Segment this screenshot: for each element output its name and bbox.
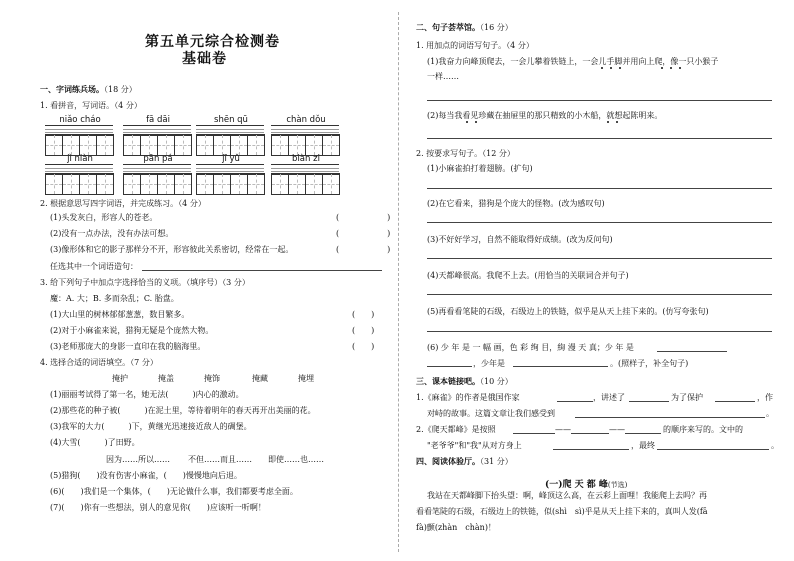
r2-item-3: (3)不好好学习，自然不能取得好成绩。(改为反问句) bbox=[427, 235, 613, 244]
pinyin-text: biàn zi bbox=[292, 154, 320, 164]
emphasis-dot bbox=[610, 67, 612, 69]
c2-part-f: ，最终 bbox=[631, 441, 655, 450]
emphasis-dot bbox=[679, 67, 681, 69]
q4-word-2: 掩盖 bbox=[158, 374, 174, 383]
answer-box[interactable] bbox=[288, 173, 306, 195]
section-1-heading bbox=[40, 84, 137, 95]
answer-box[interactable] bbox=[45, 134, 63, 156]
answer-box[interactable] bbox=[305, 173, 323, 195]
q3-note: （填序号） bbox=[186, 278, 223, 287]
reading-note: (节选) bbox=[607, 481, 628, 489]
answer-box[interactable] bbox=[230, 173, 248, 195]
q2-answer-2[interactable]: ( ) bbox=[336, 229, 391, 238]
answer-line[interactable] bbox=[553, 449, 629, 450]
q4-line-4: (4)大雪( )了田野。 bbox=[50, 438, 140, 447]
answer-box[interactable] bbox=[247, 134, 265, 156]
answer-box[interactable] bbox=[322, 134, 340, 156]
emphasis-dot bbox=[601, 67, 603, 69]
section-4-score: （31 分） bbox=[480, 457, 513, 466]
reading-para-line-1: 我站在天都峰脚下抬头望：啊，峰顶这么高，在云彩上面哩！我能爬上去吗？再 bbox=[427, 491, 707, 500]
q4-score: （7 分） bbox=[130, 358, 158, 367]
q1-label bbox=[40, 100, 142, 111]
r1-label bbox=[416, 40, 534, 51]
section-3-heading bbox=[416, 376, 513, 387]
answer-box[interactable] bbox=[157, 173, 175, 195]
answer-box[interactable] bbox=[174, 173, 192, 195]
reading-title-row bbox=[545, 472, 627, 491]
reading-title: (一)爬 天 都 峰 bbox=[545, 480, 608, 490]
r1-sentence-2: (2)每当我看见珍藏在抽屉里的那只精致的小木船，就想起陈明来。 bbox=[427, 111, 663, 120]
answer-box[interactable] bbox=[322, 173, 340, 195]
emphasis-dot bbox=[670, 67, 672, 69]
answer-line[interactable] bbox=[427, 366, 472, 367]
q4-line-5: (5)猎狗( )没有伤害小麻雀，( )慢慢地向后退。 bbox=[50, 471, 242, 480]
r2-item-6a: (6) 少 年 是 一 幅 画，色 彩 绚 目，絢 漫 天 真；少 年 是 bbox=[427, 343, 634, 352]
q2-item-3: (3)像形体和它的影子那样分不开，形容彼此关系密切，经常在一起。 bbox=[50, 245, 294, 254]
answer-line[interactable] bbox=[575, 417, 765, 418]
exam-title: 第五单元综合检测卷 bbox=[145, 34, 280, 50]
exam-subtitle: 基础卷 bbox=[182, 51, 227, 67]
section-1-score: （18 分） bbox=[104, 85, 137, 94]
answer-box[interactable] bbox=[123, 173, 141, 195]
answer-line[interactable] bbox=[427, 222, 772, 223]
q4-title: 4. 选择合适的词语填空。 bbox=[40, 358, 131, 367]
q3-answer-3[interactable]: ( ) bbox=[352, 342, 375, 351]
q4-connector-3: 即使……也…… bbox=[268, 455, 324, 464]
answer-line[interactable] bbox=[427, 188, 772, 189]
reading-para-line-2: 看看笔陡的石级，石级边上的铁链，似(shì sì)乎是从天上挂下来的，真叫人发(fā bbox=[416, 507, 708, 516]
r1-sentence-1b: 一样…… bbox=[427, 72, 459, 81]
section-2-title: 二、句子荟萃馆。 bbox=[416, 22, 480, 32]
section-1-title: 一、字词练兵场。 bbox=[40, 84, 104, 94]
answer-box[interactable] bbox=[288, 134, 306, 156]
q2-item-1: (1)头发灰白，形容人的苍老。 bbox=[50, 213, 158, 222]
q2-answer-3[interactable]: ( ) bbox=[336, 245, 391, 254]
pinyin-text: niǎo cháo bbox=[59, 115, 101, 125]
answer-box[interactable] bbox=[96, 173, 114, 195]
pinyin-text: chàn dǒu bbox=[286, 115, 326, 125]
answer-line[interactable] bbox=[629, 401, 669, 402]
answer-line[interactable] bbox=[625, 433, 661, 434]
c1-part-a: 1.《麻雀》的作者是俄国作家 bbox=[416, 393, 520, 402]
answer-line[interactable] bbox=[657, 449, 769, 450]
section-4-title: 四、阅读体验厅。 bbox=[416, 456, 480, 466]
r1-score: （4 分） bbox=[506, 41, 534, 50]
q2-score: （4 分） bbox=[178, 199, 206, 208]
q4-connector-1: 因为……所以…… bbox=[106, 455, 170, 464]
answer-box[interactable] bbox=[79, 134, 97, 156]
answer-line[interactable] bbox=[427, 331, 772, 332]
r2-item-1: (1)小麻雀拍打着翅膀。(扩句) bbox=[427, 164, 533, 173]
answer-line[interactable] bbox=[571, 433, 609, 434]
c2-part-e: "老爷爷"和"我"从对方身上 bbox=[427, 441, 522, 450]
answer-line[interactable] bbox=[715, 401, 755, 402]
c1-part-e: 对峙的故事。这篇文章让我们感受到 bbox=[427, 409, 555, 418]
answer-box[interactable] bbox=[157, 134, 175, 156]
q4-line-2: (2)那些花的种子被( )在泥土里，等待着明年的春天再开出美丽的花。 bbox=[50, 406, 316, 415]
answer-line[interactable] bbox=[657, 351, 727, 352]
section-2-score: （16 分） bbox=[480, 23, 513, 32]
q3-title: 3. 给下列句子中加点字选择恰当的义项。 bbox=[40, 278, 187, 287]
c2-part-d: 的顺序来写的。文中的 bbox=[663, 425, 743, 434]
q3-answer-2[interactable]: ( ) bbox=[352, 326, 375, 335]
pinyin-text: pān pá bbox=[143, 154, 173, 164]
answer-line[interactable] bbox=[427, 138, 772, 139]
q3-item-1: (1)大山里的树林郁郁葱葱，数目繁多。 bbox=[50, 310, 190, 319]
answer-line[interactable] bbox=[513, 433, 555, 434]
answer-box[interactable] bbox=[247, 173, 265, 195]
answer-box[interactable] bbox=[62, 173, 80, 195]
r2-label bbox=[416, 148, 515, 159]
answer-line[interactable] bbox=[427, 294, 772, 295]
r2-item-6c: 。(照样子，补全句子) bbox=[610, 359, 689, 368]
q4-line-3: (3)我军的大力( )下，黄继光迅速接近敌人的碉堡。 bbox=[50, 422, 252, 431]
q4-word-3: 掩饰 bbox=[204, 374, 220, 383]
section-4-heading bbox=[416, 456, 513, 467]
q3-item-2: (2)对于小麻雀来说，猎狗无疑是个庞然大物。 bbox=[50, 326, 214, 335]
section-2-heading bbox=[416, 22, 513, 33]
q3-label bbox=[40, 277, 250, 288]
answer-box[interactable] bbox=[45, 173, 63, 195]
answer-box[interactable] bbox=[123, 134, 141, 156]
q4-line-7: (7)( )你有一些想法，别人的意见你( )应该听一听啊！ bbox=[50, 503, 266, 512]
q4-line-6: (6)( )我们是一个集体，( )无论做什么事，我们都要考虑全面。 bbox=[50, 487, 298, 496]
pinyin-text: jī yǔ bbox=[222, 154, 240, 164]
c1-part-c: 为了保护 bbox=[671, 393, 703, 402]
c2-part-c: —— bbox=[609, 425, 625, 434]
answer-line[interactable] bbox=[142, 270, 382, 271]
answer-box[interactable] bbox=[174, 134, 192, 156]
q3-score: （3 分） bbox=[222, 278, 250, 287]
q4-word-1: 掩护 bbox=[112, 374, 128, 383]
emphasis-dot bbox=[616, 121, 618, 123]
emphasis-dot bbox=[607, 121, 609, 123]
column-divider bbox=[398, 12, 399, 552]
r2-item-2: (2)在它看来，猎狗是个庞大的怪物。(改为感叹句) bbox=[427, 199, 605, 208]
answer-box[interactable] bbox=[79, 173, 97, 195]
answer-line[interactable] bbox=[557, 401, 593, 402]
emphasis-dot bbox=[466, 121, 468, 123]
answer-box[interactable] bbox=[305, 134, 323, 156]
r2-item-5: (5)再看看笔陡的石级，石级边上的铁链，似乎是从天上挂下来的。(仿写夸张句) bbox=[427, 307, 709, 316]
answer-box[interactable] bbox=[271, 134, 289, 156]
q1-score: （4 分） bbox=[114, 101, 142, 110]
q4-word-4: 掩藏 bbox=[252, 374, 268, 383]
answer-line[interactable] bbox=[427, 100, 772, 101]
q4-label bbox=[40, 357, 158, 368]
answer-box[interactable] bbox=[271, 173, 289, 195]
c2-part-a: 2.《爬天都峰》是按照 bbox=[416, 425, 496, 434]
section-3-score: （10 分） bbox=[480, 377, 513, 386]
answer-box[interactable] bbox=[230, 134, 248, 156]
q3-options: 魔：A. 大；B. 多而杂乱；C. 胎盘。 bbox=[50, 294, 179, 303]
r2-score: （12 分） bbox=[482, 149, 515, 158]
pinyin-text: fā dāi bbox=[146, 115, 170, 125]
answer-box[interactable] bbox=[213, 173, 231, 195]
answer-box[interactable] bbox=[140, 173, 158, 195]
q4-word-5: 掩埋 bbox=[298, 374, 314, 383]
r2-title: 2. 按要求写句子。 bbox=[416, 149, 483, 158]
q3-answer-1[interactable]: ( ) bbox=[352, 310, 375, 319]
answer-box[interactable] bbox=[213, 134, 231, 156]
answer-line[interactable] bbox=[427, 258, 772, 259]
emphasis-dot bbox=[475, 121, 477, 123]
q1-title: 1. 看拼音，写词语。 bbox=[40, 101, 115, 110]
reading-para-line-3: fà)颤(zhàn chàn)！ bbox=[416, 523, 496, 532]
c1-part-f: 。 bbox=[766, 409, 774, 418]
answer-box[interactable] bbox=[196, 134, 214, 156]
c2-part-b: —— bbox=[555, 425, 571, 434]
q2-label bbox=[40, 198, 206, 209]
answer-line[interactable] bbox=[513, 366, 608, 367]
pinyin-text: jì niàn bbox=[67, 154, 93, 164]
q4-connector-2: 不但……而且…… bbox=[188, 455, 252, 464]
emphasis-dot bbox=[661, 67, 663, 69]
r2-item-4: (4)天都峰很高。我爬不上去。(用恰当的关联词合并句子) bbox=[427, 271, 629, 280]
c1-part-d: ，作 bbox=[757, 393, 773, 402]
q2-item-2: (2)没有一点办法，没有办法可想。 bbox=[50, 229, 174, 238]
answer-box[interactable] bbox=[62, 134, 80, 156]
answer-box[interactable] bbox=[96, 134, 114, 156]
r1-title: 1. 用加点的词语写句子。 bbox=[416, 41, 507, 50]
q2-title: 2. 根据意思写四字词语，并完成练习。 bbox=[40, 199, 179, 208]
emphasis-dot bbox=[619, 67, 621, 69]
r1-sentence-1a: (1)我奋力向峰顶爬去，一会儿攀着铁链上，一会儿手脚并用向上爬，像一只小猴子 bbox=[427, 57, 719, 66]
section-3-title: 三、课本链接吧。 bbox=[416, 376, 480, 386]
q2-sentence-prompt: 任选其中一个词语造句： bbox=[50, 262, 138, 271]
c2-part-g: 。 bbox=[771, 441, 779, 450]
q4-line-1: (1)丽丽考试得了第一名，她无法( )内心的激动。 bbox=[50, 390, 244, 399]
q2-answer-1[interactable]: ( ) bbox=[336, 213, 391, 222]
r2-item-6b: ，少年是 bbox=[473, 359, 505, 368]
pinyin-text: shēn qū bbox=[214, 115, 248, 125]
answer-box[interactable] bbox=[140, 134, 158, 156]
c1-part-b: ，讲述了 bbox=[593, 393, 625, 402]
answer-box[interactable] bbox=[196, 173, 214, 195]
q3-item-3: (3)老师那庞大的身影一直印在我的脑海里。 bbox=[50, 342, 206, 351]
